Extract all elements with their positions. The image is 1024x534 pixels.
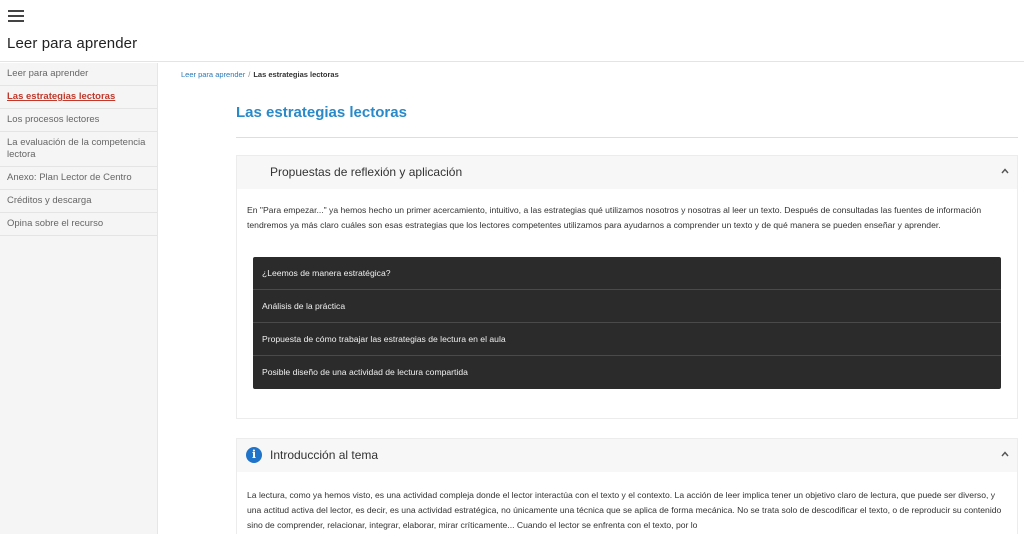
panel-header-reflexion[interactable] xyxy=(237,156,1017,189)
panel-text: En "Para empezar..." ya hemos hecho un primer acercamiento, intuitivo, a las estrategias qué utilizamos nosotros y nosotras al leer un texto. Después de consultadas las fuentes de información tendremos ya más claro cuáles son esas estrategias que los lectores competentes utilizamos para ayudarnos a comprender un texto y de qué manera se pueden enseñar y aprender. xyxy=(247,205,982,230)
breadcrumb-current: Las estrategias lectoras xyxy=(253,70,339,79)
panel-text: La lectura, como ya hemos visto, es una actividad compleja donde el lector interactúa con el texto y el contexto. La acción de leer implica tener un objetivo claro de lectura, que puede ser diverso, y una actitud activa del lector, es decir, es una actividad estratégica, no únicamente una técnica que se aplica de forma mecánica. No se trata solo de descodificar el texto, o de reproducir su contenido sino de comprender, relacionar, integrar, elaborar, mirar críticamente... Cuando el lector se enfrenta con el texto, por lo xyxy=(247,490,1002,530)
page-title: Las estrategias lectoras xyxy=(236,104,407,121)
sidebar-item-anexo[interactable]: Anexo: Plan Lector de Centro xyxy=(0,167,157,190)
sidebar-item-evaluacion[interactable]: La evaluación de la competencia lectora xyxy=(0,132,157,167)
main-content xyxy=(158,63,1024,534)
accordion-item-propuesta[interactable]: Propuesta de cómo trabajar las estrategias de lectura en el aula xyxy=(253,323,1001,356)
top-bar xyxy=(0,0,1024,62)
sidebar-item-opina[interactable]: Opina sobre el recurso xyxy=(0,213,157,236)
breadcrumb xyxy=(181,70,339,79)
accordion-item-diseno[interactable]: Posible diseño de una actividad de lectura compartida xyxy=(262,367,468,377)
panel-body xyxy=(237,189,1017,243)
panel-introduccion xyxy=(236,438,1018,534)
menu-icon[interactable] xyxy=(8,10,24,22)
accordion-list xyxy=(253,257,1001,389)
divider xyxy=(236,137,1018,138)
chevron-up-icon[interactable] xyxy=(1001,167,1009,175)
sidebar-item-estrategias-lectoras[interactable]: Las estrategias lectoras xyxy=(0,86,157,109)
info-icon: i xyxy=(246,447,262,463)
panel-body xyxy=(237,472,1017,534)
panel-title: Introducción al tema xyxy=(270,448,379,462)
accordion-item-analisis[interactable]: Análisis de la práctica xyxy=(253,290,1001,323)
sidebar-item-procesos-lectores[interactable]: Los procesos lectores xyxy=(0,109,157,132)
sidebar xyxy=(0,63,158,534)
breadcrumb-separator: / xyxy=(248,70,251,79)
panel-header-introduccion[interactable] xyxy=(237,439,1017,472)
accordion-item-leemos[interactable]: ¿Leemos de manera estratégica? xyxy=(253,257,1001,290)
sidebar-item-creditos[interactable]: Créditos y descarga xyxy=(0,190,157,213)
site-title: Leer para aprender xyxy=(7,35,138,52)
breadcrumb-link[interactable]: Leer para aprender xyxy=(181,70,246,79)
panel-reflexion xyxy=(236,155,1018,419)
chevron-up-icon[interactable] xyxy=(1001,450,1009,458)
sidebar-item-leer-para-aprender[interactable]: Leer para aprender xyxy=(0,63,157,86)
panel-title: Propuestas de reflexión y aplicación xyxy=(270,165,463,179)
